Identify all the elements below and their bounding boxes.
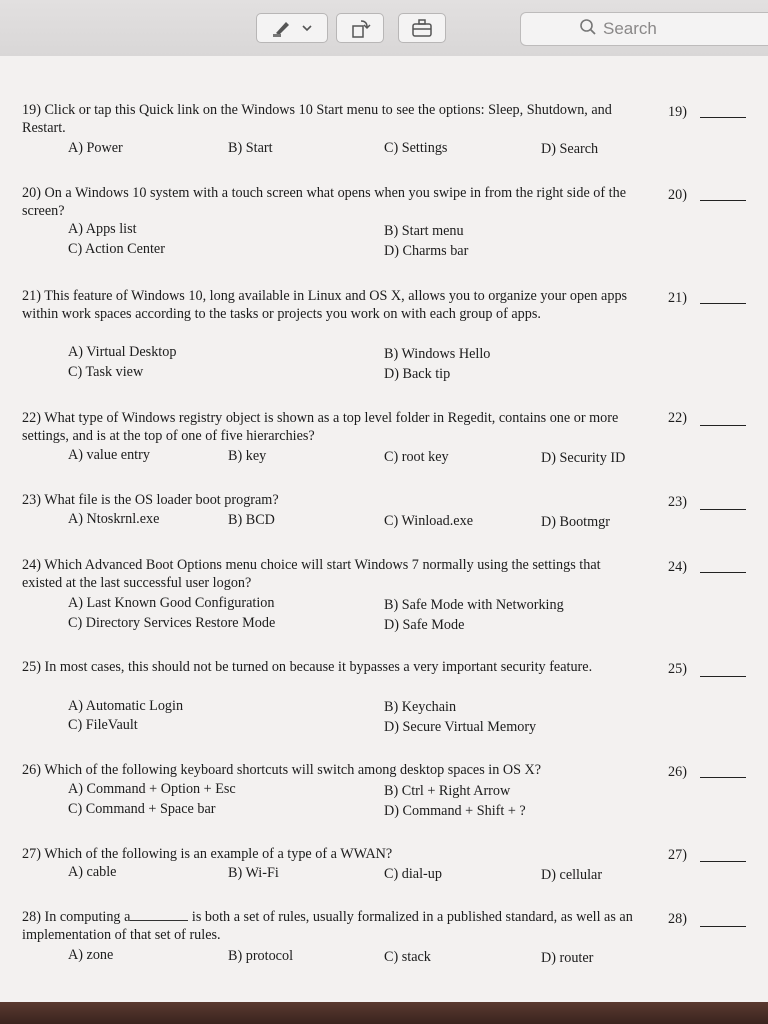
option-d: D) Security ID: [541, 450, 626, 466]
option-a: A) Ntoskrnl.exe: [68, 511, 160, 527]
question-number: 21): [22, 288, 41, 304]
answer-number: 20): [668, 187, 687, 203]
option-b: B) Start: [228, 140, 273, 156]
option-d: D) Charms bar: [384, 243, 469, 259]
option-a: A) value entry: [68, 447, 150, 463]
option-b: B) Start menu: [384, 223, 464, 239]
answer-blank[interactable]: [700, 303, 746, 304]
answer-blank[interactable]: [700, 861, 746, 862]
option-c: C) stack: [384, 949, 431, 965]
option-c: C) Action Center: [68, 241, 165, 257]
option-a: A) Power: [68, 140, 123, 156]
search-placeholder: Search: [603, 19, 657, 38]
option-d: D) Secure Virtual Memory: [384, 719, 537, 735]
option-d: D) router: [541, 950, 594, 966]
question-stem-before: In computing a: [44, 909, 131, 925]
search-icon: [579, 18, 603, 41]
option-b: B) Windows Hello: [384, 346, 491, 362]
question-number: 27): [22, 846, 41, 862]
question-number: 20): [22, 185, 41, 201]
option-a: A) zone: [68, 947, 114, 963]
option-a: A) cable: [68, 864, 117, 880]
option-c: C) FileVault: [68, 717, 138, 733]
question-stem: On a Windows 10 system with a touch screen what opens when you swipe in from the right side of the screen?: [22, 185, 627, 219]
highlight-button[interactable]: [256, 13, 328, 43]
question-number: 23): [22, 492, 41, 508]
highlighter-icon: [272, 19, 292, 37]
question-stem: Click or tap this Quick link on the Windows 10 Start menu to see the options: Sleep, Shutdown, and Restart.: [22, 102, 612, 136]
question-number: 24): [22, 557, 41, 573]
desk-edge: [0, 1002, 768, 1024]
option-d: D) Safe Mode: [384, 617, 465, 633]
option-b: B) Keychain: [384, 699, 457, 715]
option-d: D) Command + Shift + ?: [384, 803, 526, 819]
rotate-button[interactable]: [336, 13, 384, 43]
chevron-down-icon[interactable]: [302, 24, 312, 32]
option-a: A) Apps list: [68, 221, 137, 237]
toolbox-button[interactable]: [398, 13, 446, 43]
option-b: B) Wi-Fi: [228, 865, 279, 881]
question-number: 25): [22, 659, 41, 675]
answer-blank[interactable]: [700, 509, 746, 510]
option-c: C) Command + Space bar: [68, 801, 216, 817]
answer-blank[interactable]: [700, 200, 746, 201]
answer-number: 19): [668, 104, 687, 120]
option-c: C) root key: [384, 449, 449, 465]
toolbox-icon: [411, 19, 433, 37]
question-stem: Which of the following is an example of a type of a WWAN?: [44, 846, 393, 862]
answer-blank[interactable]: [700, 777, 746, 778]
question-number: 26): [22, 762, 41, 778]
option-d: D) Bootmgr: [541, 514, 610, 530]
option-a: A) Command + Option + Esc: [68, 781, 236, 797]
answer-number: 21): [668, 290, 687, 306]
question-stem: Which of the following keyboard shortcuts will switch among desktop spaces in OS X?: [44, 762, 542, 778]
answer-blank[interactable]: [700, 425, 746, 426]
answer-blank[interactable]: [700, 117, 746, 118]
answer-number: 22): [668, 410, 687, 426]
question-stem: This feature of Windows 10, long available in Linux and OS X, allows you to organize your open apps within work spaces according to the tasks or projects you work on with each group of apps.: [22, 288, 628, 322]
option-d: D) cellular: [541, 867, 603, 883]
option-a: A) Virtual Desktop: [68, 344, 177, 360]
answer-number: 25): [668, 661, 687, 677]
search-input[interactable]: [520, 12, 768, 46]
option-d: D) Search: [541, 141, 599, 157]
option-b: B) key: [228, 448, 267, 464]
question-stem: In most cases, this should not be turned on because it bypasses a very important security feature.: [44, 659, 593, 675]
option-b: B) Ctrl + Right Arrow: [384, 783, 511, 799]
question-number: 28): [22, 909, 41, 925]
toolbar: [0, 0, 768, 57]
option-c: C) Task view: [68, 364, 144, 380]
question-stem-after: is both a set of rules, usually formalized in a published standard, as well as an implementation of that set of rules.: [22, 909, 633, 943]
question-stem: What type of Windows registry object is shown as a top level folder in Regedit, contains one or more settings, and is at the top of one of five hierarchies?: [22, 410, 619, 444]
option-b: B) Safe Mode with Networking: [384, 597, 564, 613]
option-d: D) Back tip: [384, 366, 451, 382]
question-stem: What file is the OS loader boot program?: [44, 492, 279, 508]
answer-number: 23): [668, 494, 687, 510]
fill-in-blank[interactable]: [130, 909, 188, 921]
answer-number: 27): [668, 847, 687, 863]
option-b: B) BCD: [228, 512, 275, 528]
option-a: A) Automatic Login: [68, 698, 184, 714]
answer-number: 24): [668, 559, 687, 575]
answer-number: 28): [668, 911, 687, 927]
answer-blank[interactable]: [700, 676, 746, 677]
rotate-icon: [349, 18, 371, 38]
answer-blank[interactable]: [700, 926, 746, 927]
question-number: 19): [22, 102, 41, 118]
question-number: 22): [22, 410, 41, 426]
question-stem: Which Advanced Boot Options menu choice will start Windows 7 normally using the settings that existed at the last successful user logon?: [22, 557, 601, 591]
option-c: C) Winload.exe: [384, 513, 473, 529]
answer-blank[interactable]: [700, 572, 746, 573]
option-b: B) protocol: [228, 948, 294, 964]
option-a: A) Last Known Good Configuration: [68, 595, 275, 611]
answer-number: 26): [668, 764, 687, 780]
option-c: C) dial-up: [384, 866, 442, 882]
option-c: C) Directory Services Restore Mode: [68, 615, 276, 631]
option-c: C) Settings: [384, 140, 448, 156]
